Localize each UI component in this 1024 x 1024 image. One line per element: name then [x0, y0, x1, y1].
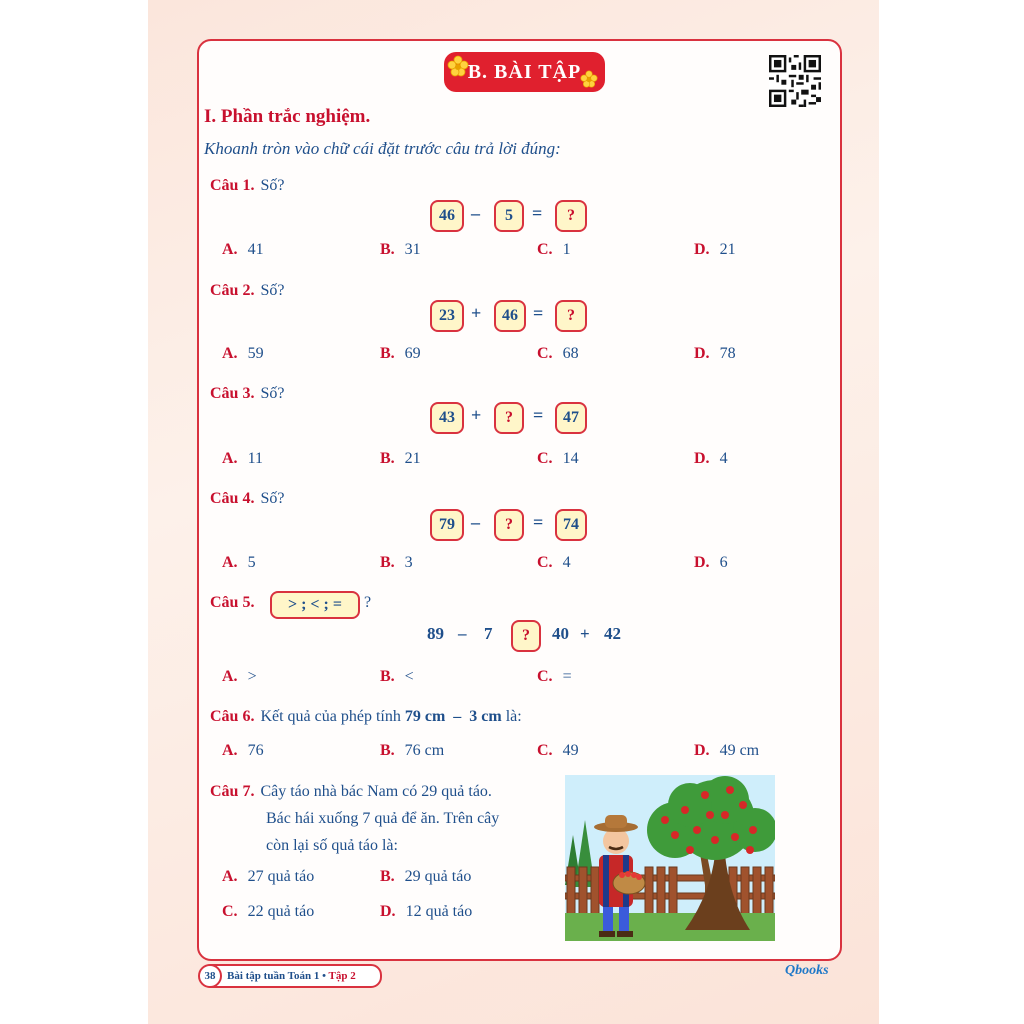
number-box: 74: [555, 509, 587, 541]
question-label: Câu 3.: [210, 385, 255, 402]
expression-number: 40: [552, 624, 569, 643]
plus-sign: +: [471, 303, 482, 323]
minus-sign: –: [471, 203, 480, 223]
flower-icon: [447, 55, 469, 77]
number-box: 79: [430, 509, 464, 541]
option-c[interactable]: C. 68: [537, 345, 579, 362]
question-label: Câu 2.: [210, 282, 255, 299]
question-text: Số?: [260, 490, 285, 507]
answer-box[interactable]: ?: [494, 509, 524, 541]
question-label: Câu 4.: [210, 490, 255, 507]
question-1: [210, 177, 284, 195]
option-a[interactable]: A. 59: [222, 345, 264, 362]
section-title: I. Phần trắc nghiệm.: [204, 106, 371, 127]
question-6: [210, 708, 522, 726]
question-3: [210, 385, 284, 403]
option-d[interactable]: D. 12 quả táo: [380, 903, 473, 920]
number-box: 46: [430, 200, 464, 232]
plus-sign: +: [580, 624, 590, 643]
flower-icon: [580, 70, 598, 88]
option-a[interactable]: A. 5: [222, 554, 256, 571]
expression-term: 79 cm: [404, 708, 446, 725]
book-title: Bài tập tuần Toán 1 •: [227, 970, 326, 982]
option-c[interactable]: C. 22 quả táo: [222, 903, 315, 920]
option-a[interactable]: A. >: [222, 668, 257, 685]
question-text: Cây táo nhà bác Nam có 29 quả táo.: [260, 783, 492, 800]
question-label: Câu 5.: [210, 594, 255, 611]
book-volume: Tập 2: [328, 970, 356, 982]
minus-sign: –: [453, 708, 462, 725]
option-a[interactable]: A. 27 quả táo: [222, 868, 315, 885]
expression-number: 42: [604, 624, 621, 643]
expression-term: 3 cm: [469, 708, 502, 725]
answer-box[interactable]: ?: [555, 200, 587, 232]
option-d[interactable]: D. 21: [694, 241, 736, 258]
equals-sign: =: [533, 512, 544, 532]
number-box: 23: [430, 300, 464, 332]
option-c[interactable]: C. 14: [537, 450, 579, 467]
question-mark-text: ?: [364, 594, 372, 611]
comparison-choices-box: > ; < ; =: [270, 591, 360, 619]
option-d[interactable]: D. 6: [694, 554, 728, 571]
option-b[interactable]: B. 76 cm: [380, 742, 445, 759]
instruction-text: Khoanh tròn vào chữ cái đặt trước câu trả lời đúng:: [204, 139, 561, 158]
answer-box[interactable]: ?: [511, 620, 541, 652]
question-text: Bác hái xuống 7 quả để ăn. Trên cây: [266, 810, 500, 827]
option-a[interactable]: A. 76: [222, 742, 264, 759]
option-c[interactable]: C. 1: [537, 241, 571, 258]
option-b[interactable]: B. <: [380, 668, 414, 685]
question-text: Kết quả của phép tính: [260, 708, 401, 725]
option-a[interactable]: A. 11: [222, 450, 263, 467]
minus-sign: –: [471, 512, 480, 532]
answer-box[interactable]: ?: [494, 402, 524, 434]
number-box: 43: [430, 402, 464, 434]
footer-book-label: [200, 964, 382, 988]
expression-number: 89: [427, 624, 444, 643]
question-text: Số?: [260, 385, 285, 402]
question-4: [210, 490, 284, 508]
option-d[interactable]: D. 78: [694, 345, 736, 362]
question-label: Câu 6.: [210, 708, 255, 725]
question-text: là:: [505, 708, 522, 725]
number-box: 46: [494, 300, 526, 332]
option-c[interactable]: C. 4: [537, 554, 571, 571]
page-number: 38: [198, 964, 222, 988]
question-2: [210, 282, 284, 300]
question-text: còn lại số quả táo là:: [266, 837, 398, 854]
equals-sign: =: [533, 405, 544, 425]
question-label: Câu 7.: [210, 783, 255, 800]
option-b[interactable]: B. 3: [380, 554, 413, 571]
equals-sign: =: [532, 203, 543, 223]
option-c[interactable]: C. 49: [537, 742, 579, 759]
option-a[interactable]: A. 41: [222, 241, 264, 258]
qr-code-icon[interactable]: [769, 55, 821, 107]
option-d[interactable]: D. 4: [694, 450, 728, 467]
question-7: [210, 783, 492, 801]
question-text: Số?: [260, 282, 285, 299]
fence: [565, 867, 775, 917]
option-b[interactable]: B. 69: [380, 345, 421, 362]
question-text: Số?: [260, 177, 285, 194]
apple-tree-farmer-illustration: [565, 775, 775, 941]
number-box: 47: [555, 402, 587, 434]
equals-sign: =: [533, 303, 544, 323]
option-c[interactable]: C. =: [537, 668, 572, 685]
footer-book-title: [227, 970, 356, 982]
question-label: Câu 1.: [210, 177, 255, 194]
option-b[interactable]: B. 31: [380, 241, 421, 258]
minus-sign: –: [458, 624, 467, 643]
publisher-logo: Qbooks: [785, 963, 829, 978]
option-b[interactable]: B. 29 quả táo: [380, 868, 472, 885]
option-b[interactable]: B. 21: [380, 450, 421, 467]
exercise-title: B. BÀI TẬP: [467, 60, 582, 83]
answer-box[interactable]: ?: [555, 300, 587, 332]
plus-sign: +: [471, 405, 482, 425]
question-5: [210, 594, 260, 612]
option-d[interactable]: D. 49 cm: [694, 742, 760, 759]
expression-number: 7: [484, 624, 493, 643]
number-box: 5: [494, 200, 524, 232]
